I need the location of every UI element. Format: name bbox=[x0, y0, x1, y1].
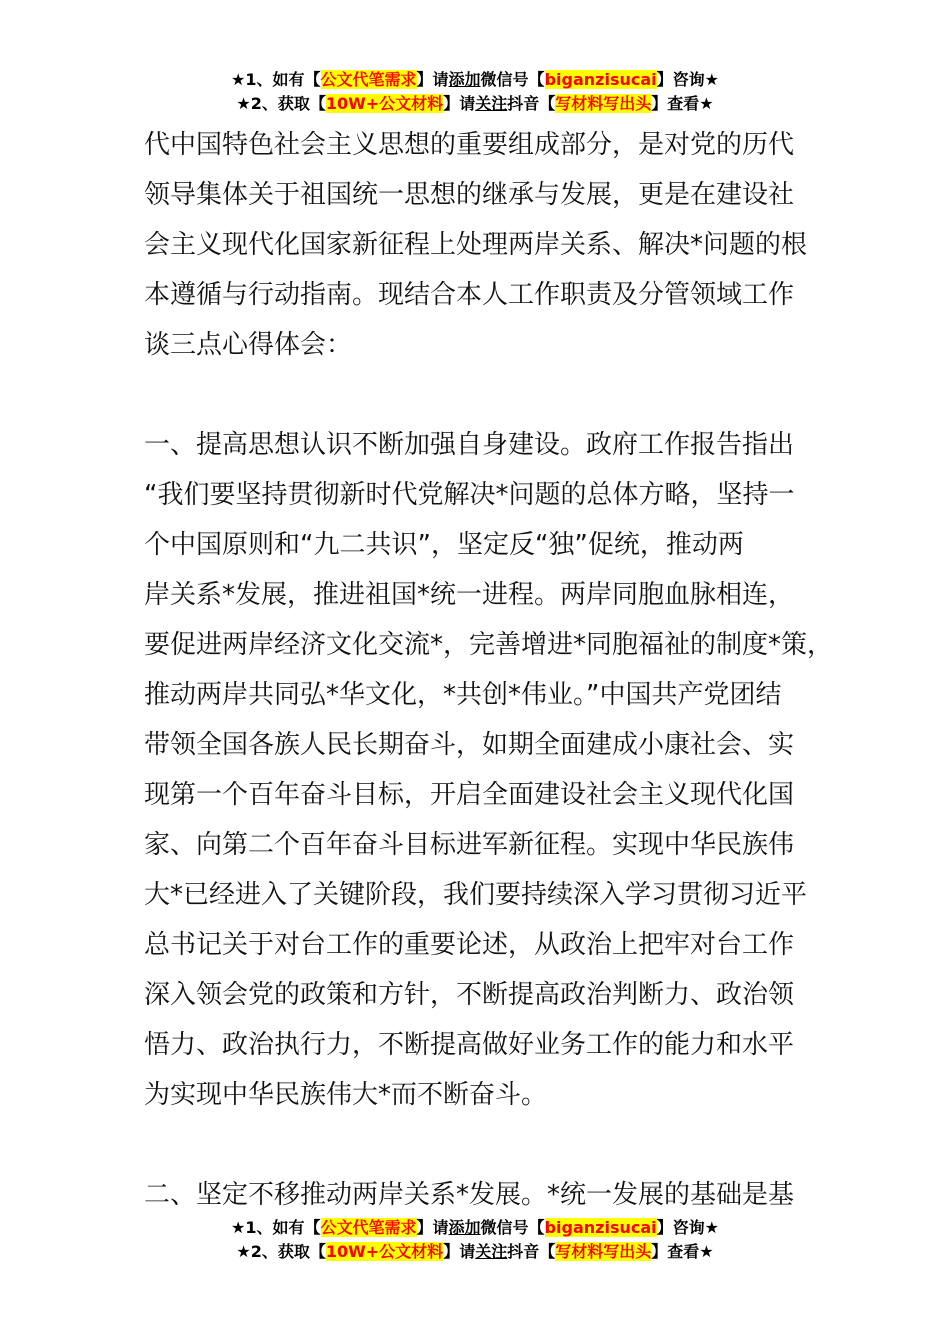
paragraph-1 bbox=[144, 120, 834, 370]
text-line: 深入领会党的政策和方针，不断提高政治判断力、政治领 bbox=[144, 980, 795, 1010]
text-line: 谈三点心得体会： bbox=[144, 330, 353, 360]
text-line: 带领全国各族人民长期奋斗，如期全面建成小康社会、实 bbox=[144, 730, 795, 760]
paragraph-2 bbox=[144, 420, 834, 1120]
text-line: 总书记关于对台工作的重要论述，从政治上把牢对台工作 bbox=[144, 930, 795, 960]
text-line: 推动两岸共同弘*华文化，*共创*伟业。”中国共产党团结 bbox=[144, 680, 782, 710]
banner-highlight: 写材料写出头 bbox=[555, 1242, 652, 1261]
text-line: 二、坚定不移推动两岸关系*发展。*统一发展的基础是基 bbox=[144, 1180, 795, 1210]
banner-highlight: 10W+公文材料 bbox=[325, 1242, 444, 1261]
banner-highlight: 公文代笔需求 bbox=[320, 70, 417, 89]
text-line: 会主义现代化国家新征程上处理两岸关系、解决*问题的根 bbox=[144, 230, 808, 260]
footer-banner bbox=[0, 1216, 950, 1264]
banner-line-1: ★1、如有【公文代笔需求】请添加微信号【biganzisucai】咨询★ bbox=[231, 1218, 719, 1237]
banner-highlight: biganzisucai bbox=[544, 1218, 657, 1237]
paragraph-gap bbox=[144, 1120, 834, 1170]
text-line: 现第一个百年奋斗目标，开启全面建设社会主义现代化国 bbox=[144, 780, 795, 810]
text-line: 本遵循与行动指南。现结合本人工作职责及分管领域工作 bbox=[144, 280, 795, 310]
paragraph-3 bbox=[144, 1170, 834, 1220]
header-banner bbox=[0, 68, 950, 116]
text-line: 代中国特色社会主义思想的重要组成部分，是对党的历代 bbox=[144, 130, 795, 160]
banner-line-2: ★2、获取【10W+公文材料】请关注抖音【写材料写出头】查看★ bbox=[236, 94, 714, 113]
banner-highlight: 10W+公文材料 bbox=[325, 94, 444, 113]
text-line: 要促进两岸经济文化交流*，完善增进*同胞福祉的制度*策， bbox=[144, 630, 834, 660]
document-body bbox=[144, 120, 834, 1220]
text-line: 悟力、政治执行力，不断提高做好业务工作的能力和水平 bbox=[144, 1030, 795, 1060]
text-line: 大*已经进入了关键阶段，我们要持续深入学习贯彻习近平 bbox=[144, 880, 808, 910]
banner-highlight: 写材料写出头 bbox=[555, 94, 652, 113]
banner-line-2: ★2、获取【10W+公文材料】请关注抖音【写材料写出头】查看★ bbox=[236, 1242, 714, 1261]
banner-highlight: 公文代笔需求 bbox=[320, 1218, 417, 1237]
text-line: 家、向第二个百年奋斗目标进军新征程。实现中华民族伟 bbox=[144, 830, 795, 860]
banner-highlight: biganzisucai bbox=[544, 70, 657, 89]
text-line: 为实现中华民族伟大*而不断奋斗。 bbox=[144, 1080, 548, 1110]
text-line: 岸关系*发展，推进祖国*统一进程。两岸同胞血脉相连， bbox=[144, 580, 795, 610]
banner-line-1: ★1、如有【公文代笔需求】请添加微信号【biganzisucai】咨询★ bbox=[231, 70, 719, 89]
text-line: 个中国原则和“九二共识”，坚定反“独”促统，推动两 bbox=[144, 530, 744, 560]
text-line: “我们要坚持贯彻新时代党解决*问题的总体方略，坚持一 bbox=[144, 480, 795, 510]
text-line: 领导集体关于祖国统一思想的继承与发展，更是在建设社 bbox=[144, 180, 795, 210]
text-line: 一、提高思想认识不断加强自身建设。政府工作报告指出 bbox=[144, 430, 795, 460]
paragraph-gap bbox=[144, 370, 834, 420]
